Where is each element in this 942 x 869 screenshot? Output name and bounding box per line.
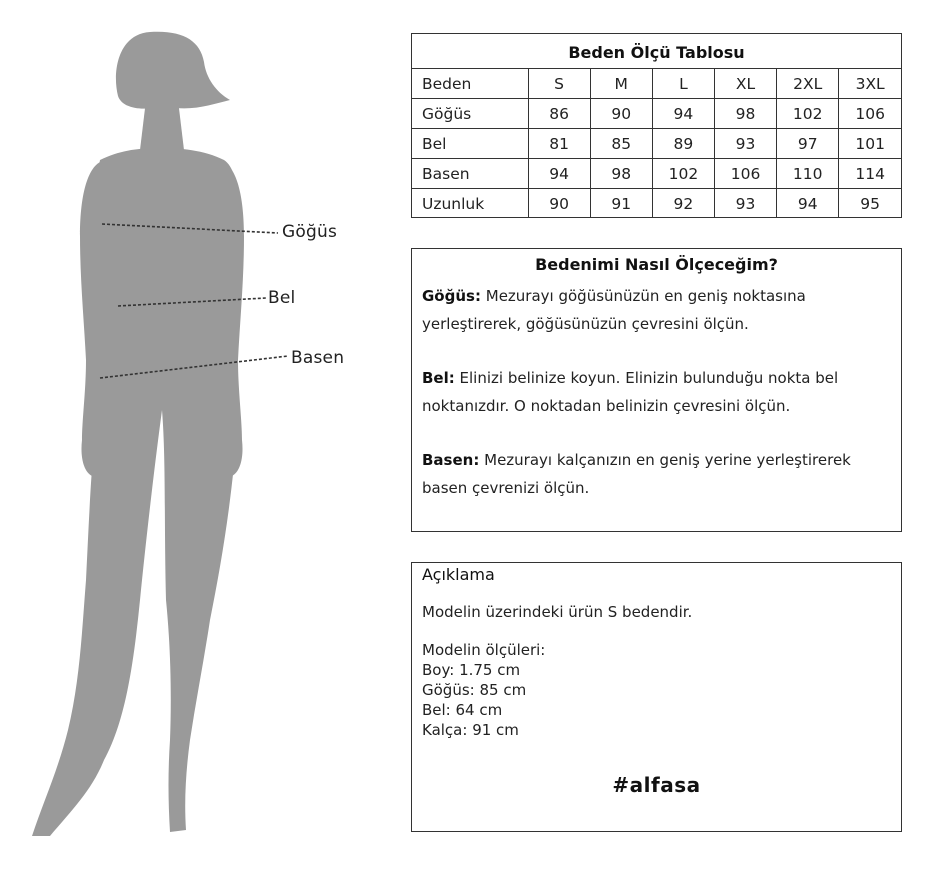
table-cell: 95: [860, 194, 880, 213]
table-cell: 81: [528, 129, 590, 159]
header-cell: 3XL: [839, 69, 901, 99]
how-to-text: Mezurayı kalçanızın en geniş yerine yerleştirerek basen çevrenizi ölçün.: [422, 451, 851, 497]
table-cell: 101: [839, 129, 901, 159]
table-cell: 89: [652, 129, 714, 159]
how-to-term: Göğüs:: [422, 287, 481, 305]
table-row: [412, 189, 901, 219]
size-chart: [411, 33, 902, 218]
table-cell: 92: [652, 189, 714, 219]
header-cell: XL: [714, 69, 776, 99]
table-cell: 94: [528, 159, 590, 189]
how-to-term: Bel:: [422, 369, 455, 387]
model-measure-height: Boy: 1.75 cm: [422, 661, 521, 679]
table-cell: 98: [714, 99, 776, 129]
table-cell: 102: [777, 99, 839, 129]
body-silhouette: [0, 0, 400, 869]
description-panel: [411, 562, 902, 832]
table-cell: 93: [714, 189, 776, 219]
how-to-item-bust: [422, 282, 891, 338]
row-label: Bel: [412, 129, 528, 159]
table-cell: 97: [777, 129, 839, 159]
table-cell: 94: [777, 189, 839, 219]
model-measure-waist: Bel: 64 cm: [422, 701, 503, 719]
bust-label: Göğüs: [282, 222, 337, 242]
how-to-item-hips: [422, 446, 891, 502]
table-cell: 93: [714, 129, 776, 159]
how-to-item-waist: [422, 364, 891, 420]
table-cell: 106: [839, 99, 901, 129]
table-cell: 114: [839, 159, 901, 189]
table-row: [412, 159, 901, 189]
table-cell: 110: [777, 159, 839, 189]
table-cell: 98: [590, 159, 652, 189]
size-chart-title: Beden Ölçü Tablosu: [412, 34, 901, 69]
model-measure-hips: Kalça: 91 cm: [422, 721, 519, 739]
table-cell: 94: [652, 99, 714, 129]
size-table: [412, 69, 901, 218]
table-cell: 90: [528, 189, 590, 219]
header-cell: Beden: [412, 69, 528, 99]
header-cell: 2XL: [777, 69, 839, 99]
model-measures-title: Modelin ölçüleri:: [422, 641, 546, 659]
table-cell: 102: [652, 159, 714, 189]
header-cell: S: [528, 69, 590, 99]
table-header-row: [412, 69, 901, 99]
how-to-text: Elinizi belinize koyun. Elinizin bulunduğu nokta bel noktanızdır. O noktadan belinizin çevresini ölçün.: [422, 369, 839, 415]
hips-label: Basen: [291, 348, 345, 368]
table-row: [412, 129, 901, 159]
how-to-title: Bedenimi Nasıl Ölçeceğim?: [535, 255, 778, 274]
table-cell: 90: [590, 99, 652, 129]
table-cell: 91: [590, 189, 652, 219]
row-label: Uzunluk: [412, 189, 528, 219]
row-label: Basen: [412, 159, 528, 189]
description-title: Açıklama: [422, 565, 495, 584]
how-to-term: Basen:: [422, 451, 480, 469]
table-cell: 85: [590, 129, 652, 159]
table-cell: 86: [528, 99, 590, 129]
header-cell: L: [652, 69, 714, 99]
model-size-note: Modelin üzerindeki ürün S bedendir.: [422, 603, 693, 621]
how-to-text: Mezurayı göğüsünüzün en geniş noktasına yerleştirerek, göğüsünüzün çevresini ölçün.: [422, 287, 806, 333]
model-measure-bust: Göğüs: 85 cm: [422, 681, 527, 699]
table-row: [412, 99, 901, 129]
header-cell: M: [590, 69, 652, 99]
table-cell: 106: [714, 159, 776, 189]
row-label: Göğüs: [412, 99, 528, 129]
waist-label: Bel: [268, 288, 296, 308]
brand-hashtag: #alfasa: [612, 773, 701, 797]
how-to-measure-panel: [411, 248, 902, 532]
body-figure: [0, 0, 400, 869]
